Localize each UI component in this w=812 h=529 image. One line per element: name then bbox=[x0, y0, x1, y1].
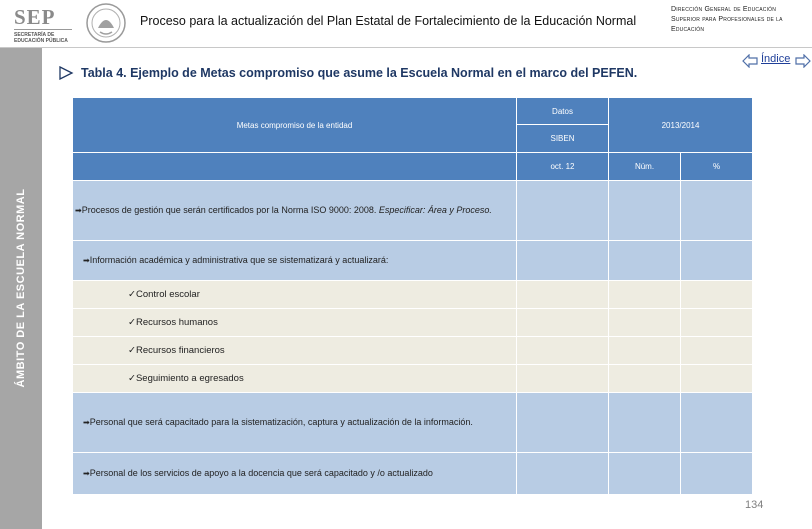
header-goals: Metas compromiso de la entidad bbox=[73, 98, 517, 153]
row-num-cell bbox=[609, 281, 681, 309]
arrow-left-icon[interactable] bbox=[742, 54, 758, 68]
header-siben: SIBEN bbox=[517, 125, 609, 153]
pointer-icon: ➡ bbox=[83, 469, 90, 478]
caption-arrow-icon bbox=[58, 66, 74, 80]
row-label: ➡Personal de los servicios de apoyo a la docencia que será capacitado y /o actualizado bbox=[73, 453, 517, 495]
header-title: Proceso para la actualización del Plan Estatal de Fortalecimiento de la Educación Normal bbox=[140, 14, 637, 28]
table-row bbox=[73, 309, 753, 337]
header-pct: % bbox=[681, 153, 753, 181]
sep-logo bbox=[6, 3, 68, 43]
row-num-cell bbox=[609, 337, 681, 365]
row-num-cell bbox=[609, 453, 681, 495]
row-num-cell bbox=[609, 181, 681, 241]
checkmark-icon: ✓ bbox=[128, 344, 136, 356]
header-num: Núm. bbox=[609, 153, 681, 181]
row-pct-cell bbox=[681, 453, 753, 495]
arrow-right-icon[interactable] bbox=[795, 54, 811, 68]
row-num-cell bbox=[609, 241, 681, 281]
row-siben-cell bbox=[517, 453, 609, 495]
header-goals-blank bbox=[73, 153, 517, 181]
table-row bbox=[73, 337, 753, 365]
table-row bbox=[73, 241, 753, 281]
row-siben-cell bbox=[517, 393, 609, 453]
checkmark-icon: ✓ bbox=[128, 372, 136, 384]
sep-logo-divider bbox=[14, 29, 72, 30]
header-datos: Datos bbox=[517, 98, 609, 125]
row-num-cell bbox=[609, 365, 681, 393]
row-siben-cell bbox=[517, 337, 609, 365]
row-pct-cell bbox=[681, 365, 753, 393]
row-siben-cell bbox=[517, 181, 609, 241]
pointer-icon: ➡ bbox=[83, 256, 90, 265]
header-year: 2013/2014 bbox=[609, 98, 753, 153]
table-row bbox=[73, 365, 753, 393]
department-name: Dirección General de Educación Superior para Profesionales de la Educación bbox=[671, 6, 783, 33]
row-label: ✓Recursos financieros bbox=[73, 337, 517, 365]
header-divider bbox=[0, 47, 812, 48]
row-num-cell bbox=[609, 393, 681, 453]
row-pct-cell bbox=[681, 241, 753, 281]
table-row bbox=[73, 393, 753, 453]
page-header bbox=[0, 0, 812, 48]
header-oct: oct. 12 bbox=[517, 153, 609, 181]
row-pct-cell bbox=[681, 281, 753, 309]
table-row bbox=[73, 453, 753, 495]
table-row bbox=[73, 281, 753, 309]
index-link[interactable]: Índice bbox=[761, 53, 791, 65]
row-label: ➡Personal que será capacitado para la sistematización, captura y actualización de la información. bbox=[73, 393, 517, 453]
table-row bbox=[73, 181, 753, 241]
row-siben-cell bbox=[517, 241, 609, 281]
table-caption: Tabla 4. Ejemplo de Metas compromiso que asume la Escuela Normal en el marco del PEFEN. bbox=[81, 66, 638, 80]
row-label: ✓Recursos humanos bbox=[73, 309, 517, 337]
row-siben-cell bbox=[517, 365, 609, 393]
row-label: ✓Control escolar bbox=[73, 281, 517, 309]
checkmark-icon: ✓ bbox=[128, 316, 136, 328]
sep-logo-text: SEP bbox=[14, 5, 56, 29]
page-number: 134 bbox=[745, 499, 764, 511]
row-pct-cell bbox=[681, 181, 753, 241]
row-label: ➡Procesos de gestión que serán certificados por la Norma ISO 9000: 2008. Especificar: Área y Proceso. bbox=[73, 181, 517, 241]
sidebar-label: ÁMBITO DE LA ESCUELA NORMAL bbox=[15, 188, 27, 388]
goals-table bbox=[72, 97, 753, 495]
row-siben-cell bbox=[517, 309, 609, 337]
row-num-cell bbox=[609, 309, 681, 337]
row-pct-cell bbox=[681, 337, 753, 365]
row-siben-cell bbox=[517, 281, 609, 309]
row-pct-cell bbox=[681, 309, 753, 337]
sep-logo-subtitle: SECRETARÍA DE EDUCACIÓN PÚBLICA bbox=[14, 32, 68, 44]
pointer-icon: ➡ bbox=[75, 206, 82, 215]
row-label: ✓Seguimiento a egresados bbox=[73, 365, 517, 393]
national-seal-icon bbox=[84, 2, 128, 44]
pointer-icon: ➡ bbox=[83, 418, 90, 427]
row-label: ➡Información académica y administrativa que se sistematizará y actualizará: bbox=[73, 241, 517, 281]
checkmark-icon: ✓ bbox=[128, 288, 136, 300]
row-pct-cell bbox=[681, 393, 753, 453]
